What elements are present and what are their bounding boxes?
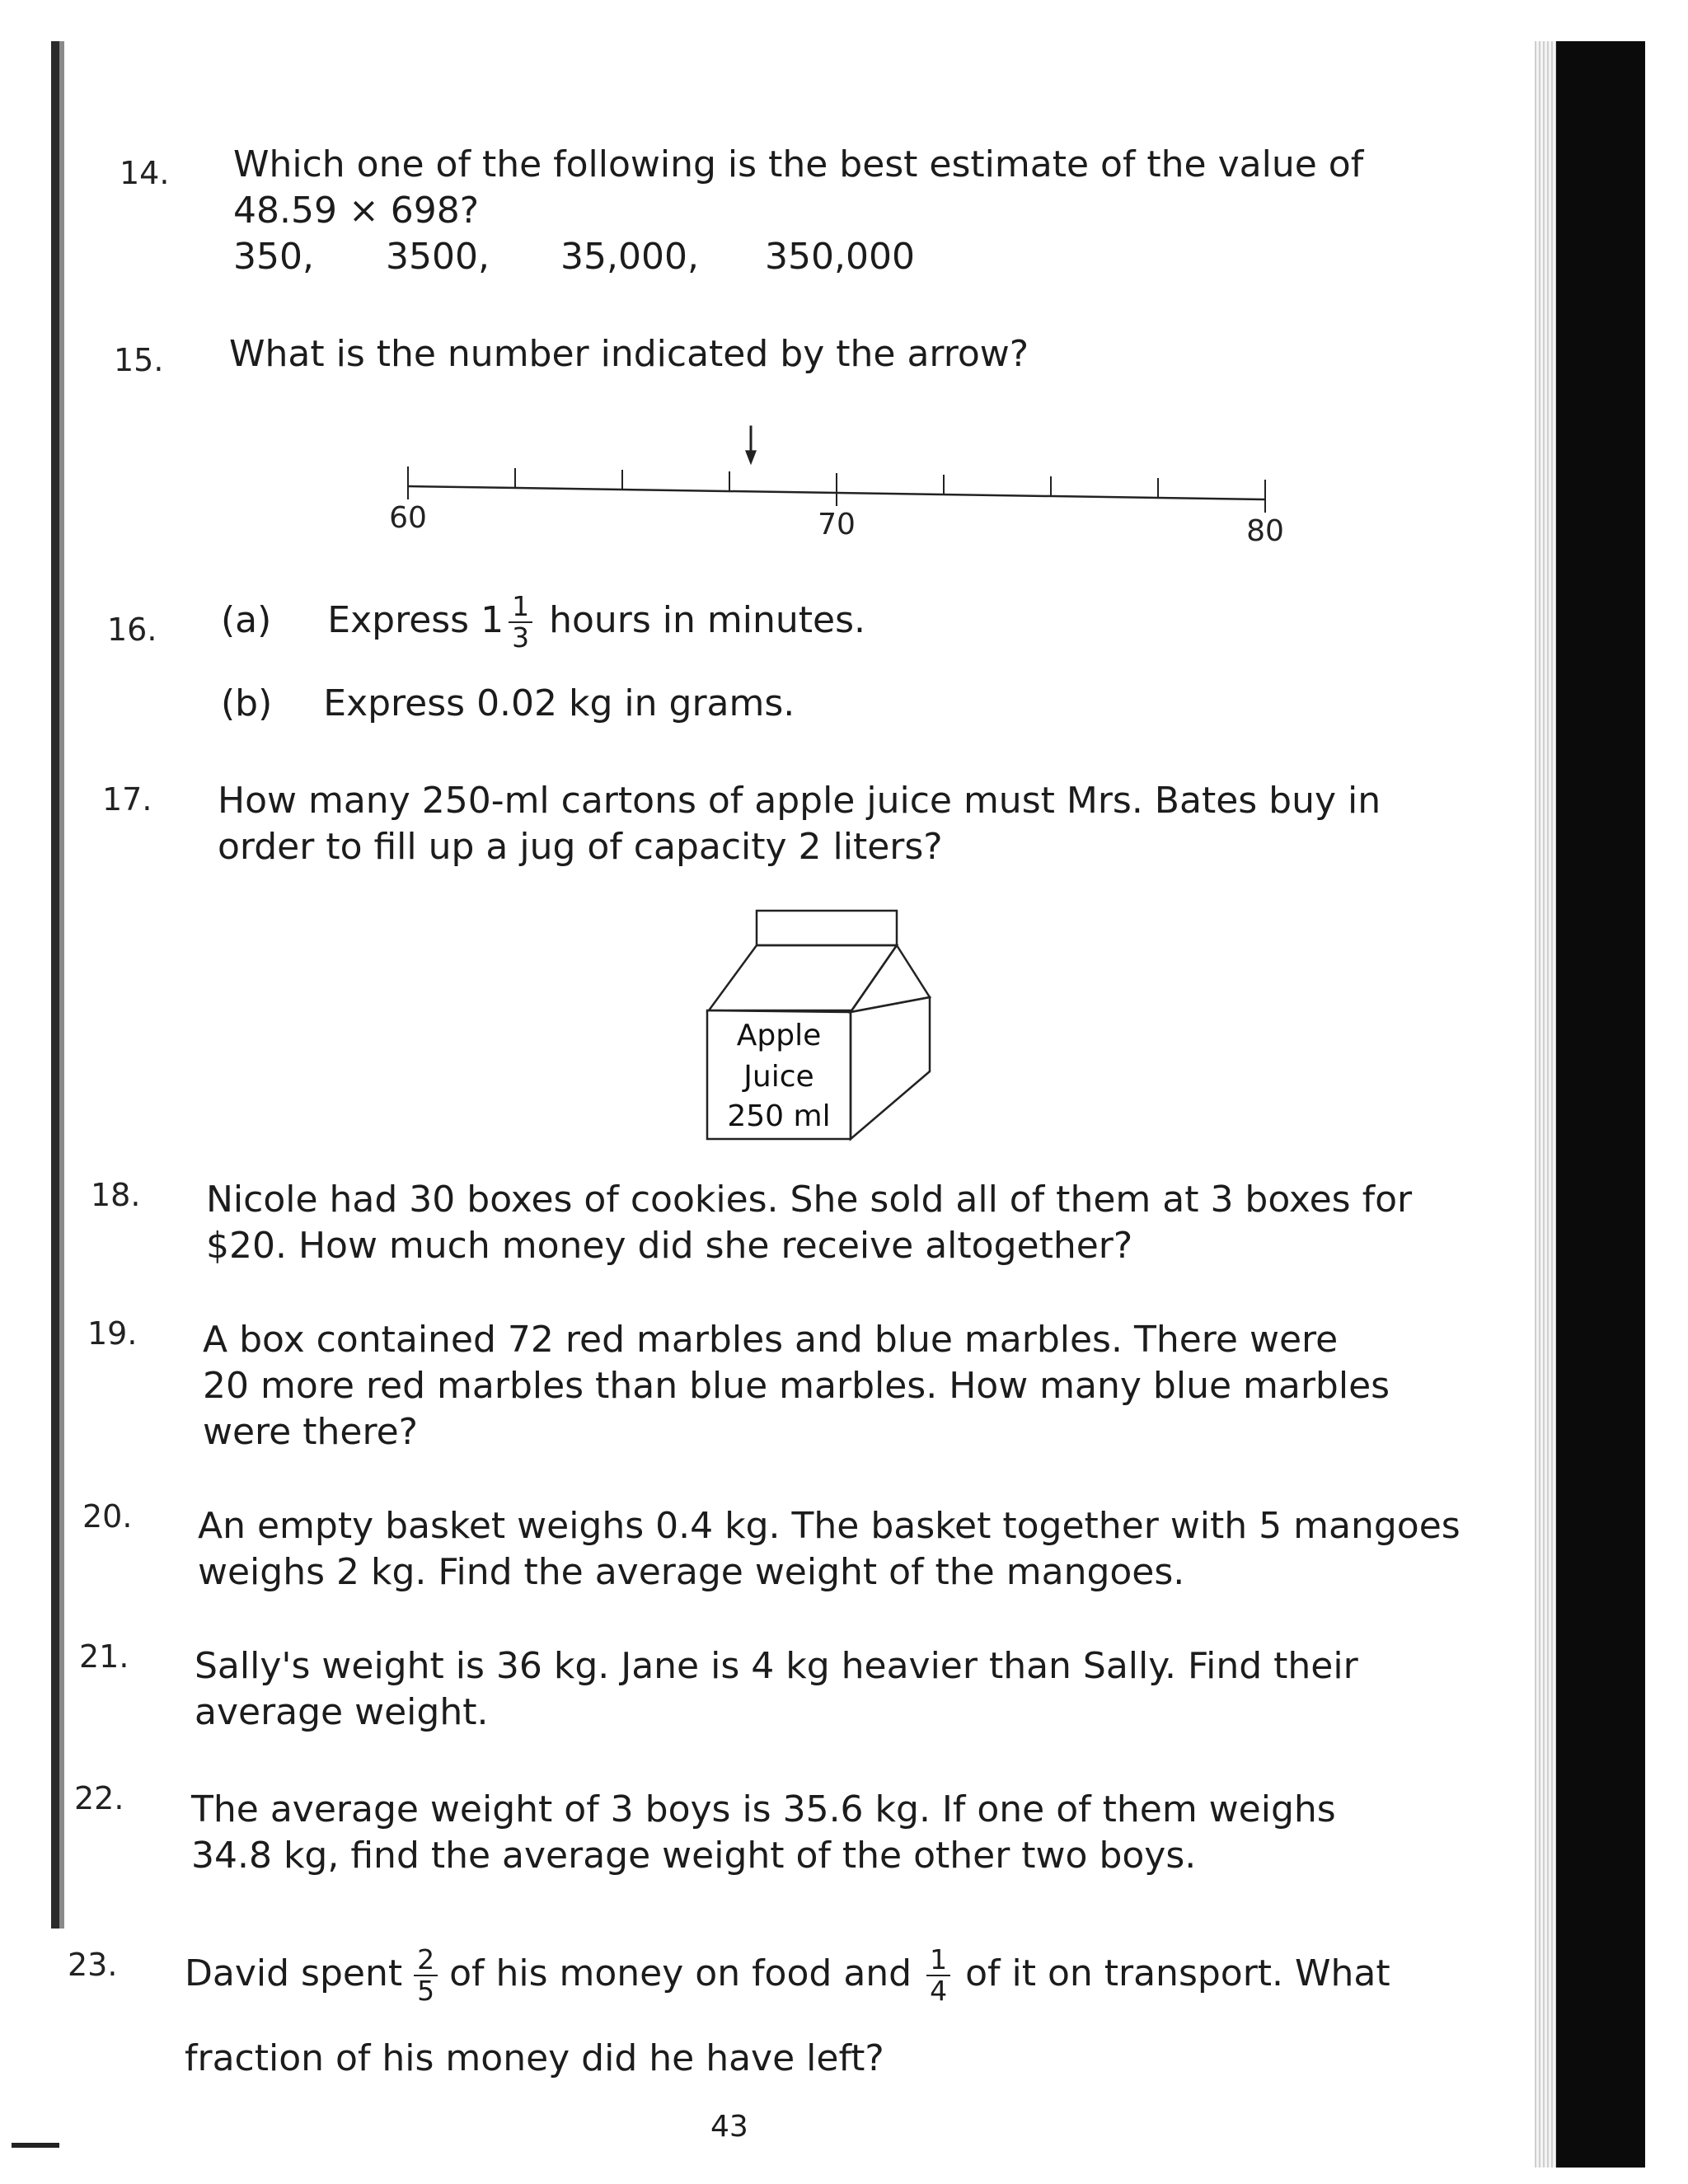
page-binding-shadow — [51, 41, 59, 1929]
question-number: 19. — [87, 1315, 138, 1352]
carton-label-line: Apple — [736, 1019, 822, 1052]
question-20-text — [198, 1503, 1461, 1596]
carton-top-flap — [757, 911, 897, 945]
fraction: $\frac{1}{3}$ — [509, 592, 532, 653]
question-line: order to fill up a jug of capacity 2 liters? — [218, 826, 943, 868]
question-number: 15. — [114, 342, 164, 378]
question-19-text — [203, 1317, 1390, 1455]
carton-roof — [709, 945, 897, 1012]
scan-mark — [12, 2143, 59, 2148]
question-line: Which one of the following is the best estimate of the value of — [233, 143, 1364, 185]
question-23-line-2: fraction of his money did he have left? — [185, 2037, 884, 2079]
question-number: 20. — [82, 1498, 133, 1535]
carton-side — [851, 997, 930, 1139]
question-16a — [221, 592, 865, 653]
question-line: 34.8 kg, find the average weight of the other two boys. — [191, 1835, 1197, 1877]
question-17-text — [218, 778, 1381, 870]
question-number: 16. — [107, 612, 157, 648]
page-binding-shadow-light — [59, 41, 64, 1929]
carton-label-line: 250 ml — [727, 1099, 831, 1133]
question-line: 48.59 × 698? — [233, 190, 480, 232]
answer-option: 35,000, — [560, 236, 699, 278]
page-edge-shading — [1535, 41, 1556, 2168]
question-line: average weight. — [195, 1691, 489, 1733]
question-number: 18. — [91, 1177, 141, 1213]
fraction: $\frac{1}{4}$ — [926, 1945, 950, 2006]
question-21-text — [195, 1643, 1358, 1736]
tick-label: 70 — [818, 508, 856, 541]
question-line: How many 250-ml cartons of apple juice must Mrs. Bates buy in — [218, 780, 1381, 822]
question-23-line-1 — [185, 1945, 1390, 2006]
answer-option: 350,000 — [765, 236, 915, 278]
part-a-text: Express 1 — [327, 599, 504, 641]
tick-label: 60 — [389, 501, 427, 535]
question-number: 14. — [120, 155, 170, 191]
question-18-text — [206, 1177, 1412, 1269]
question-22-text — [191, 1787, 1336, 1879]
question-number: 21. — [79, 1638, 129, 1675]
arrow-head — [745, 450, 757, 465]
number-line-axis — [408, 486, 1265, 499]
question-number: 23. — [68, 1947, 118, 1983]
answer-options — [233, 236, 934, 278]
question-line: A box contained 72 red marbles and blue marbles. There were — [203, 1319, 1339, 1361]
question-line: $20. How much money did she receive altogether? — [206, 1225, 1133, 1267]
question-line: Nicole had 30 boxes of cookies. She sold all of them at 3 boxes for — [206, 1179, 1413, 1221]
question-line: 20 more red marbles than blue marbles. How many blue marbles — [203, 1365, 1390, 1407]
question-line: weighs 2 kg. Find the average weight of the mangoes. — [198, 1551, 1185, 1593]
answer-option: 350, — [233, 236, 314, 278]
fraction: $\frac{2}{5}$ — [414, 1945, 438, 2006]
part-label: (b) — [221, 682, 273, 724]
question-text: David spent — [185, 1952, 403, 1994]
question-text: of his money on food and — [449, 1952, 912, 1994]
question-line: Sally's weight is 36 kg. Jane is 4 kg heavier than Sally. Find their — [195, 1645, 1358, 1687]
page-number: 43 — [710, 2110, 748, 2144]
question-14-text — [233, 142, 1363, 234]
part-a-text-2: hours in minutes. — [549, 599, 865, 641]
question-line: were there? — [203, 1411, 418, 1453]
part-label: (a) — [221, 599, 272, 641]
carton-front — [707, 1010, 851, 1139]
tick-label: 80 — [1246, 514, 1284, 548]
question-number: 22. — [74, 1780, 124, 1816]
carton-side-roof — [851, 945, 930, 1012]
question-16b — [221, 681, 795, 727]
question-15-text: What is the number indicated by the arrow? — [229, 333, 1029, 375]
question-number: 17. — [102, 781, 152, 818]
question-line: The average weight of 3 boys is 35.6 kg. If one of them weighs — [191, 1788, 1336, 1830]
carton-label-line: Juice — [743, 1060, 814, 1094]
question-line: An empty basket weighs 0.4 kg. The basket together with 5 mangoes — [198, 1505, 1461, 1547]
answer-option: 3500, — [386, 236, 490, 278]
scan-border — [1556, 41, 1645, 2168]
question-text: of it on transport. What — [965, 1952, 1390, 1994]
part-b-text: Express 0.02 kg in grams. — [323, 682, 795, 724]
